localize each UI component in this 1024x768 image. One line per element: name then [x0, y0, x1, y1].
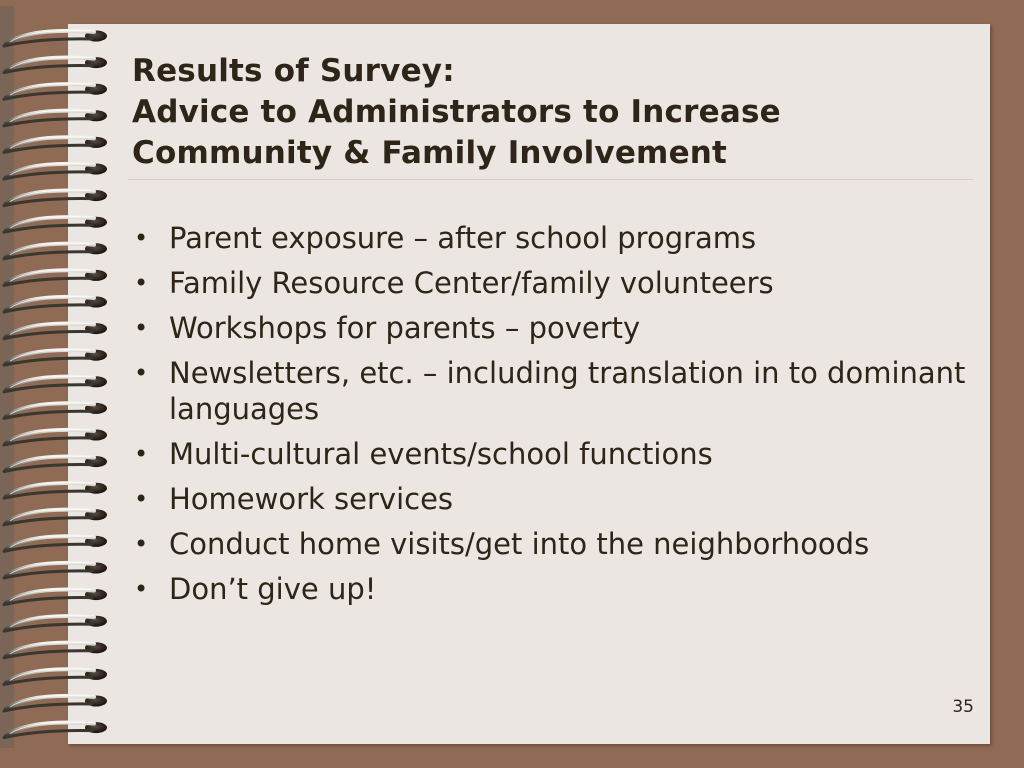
binding-coil [4, 376, 107, 392]
slide-title [132, 51, 952, 174]
binding-coil [4, 429, 107, 445]
bullet-item [132, 481, 977, 517]
bullet-icon: • [134, 224, 149, 252]
binding-coil [4, 456, 107, 472]
bullet-text: Homework services [169, 482, 454, 516]
binding-coil [4, 403, 107, 419]
bullet-text: Family Resource Center/family volunteers [169, 266, 774, 300]
page-number: 35 [952, 697, 974, 717]
binding-coil [4, 137, 107, 153]
bullet-item [132, 571, 977, 607]
bullet-icon: • [134, 575, 149, 603]
binding-coil [4, 722, 107, 738]
binding-coil [4, 562, 107, 578]
bullet-text: Parent exposure – after school programs [169, 221, 757, 255]
binding-coil [4, 669, 107, 685]
bullet-item [132, 220, 977, 256]
title-line: Community & Family Involvement [132, 135, 728, 171]
bullet-icon: • [134, 314, 149, 342]
bullet-icon: • [134, 359, 149, 387]
binding-coil [4, 30, 107, 46]
bullet-item [132, 526, 977, 562]
bullet-icon: • [134, 440, 149, 468]
binding-coil [4, 270, 107, 286]
spiral-binding-icon [0, 6, 135, 748]
binding-coil [4, 483, 107, 499]
binding-coil [4, 536, 107, 552]
binding-coil [4, 323, 107, 339]
binding-coil [4, 190, 107, 206]
binding-coil [4, 110, 107, 126]
bullet-item [132, 265, 977, 301]
bullet-icon: • [134, 530, 149, 558]
binding-coil [4, 589, 107, 605]
bullet-icon: • [134, 269, 149, 297]
binding-coil [4, 350, 107, 366]
bullet-text: Don’t give up! [169, 572, 377, 606]
title-line: Results of Survey: [132, 53, 455, 89]
title-line: Advice to Administrators to Increase [132, 94, 781, 130]
notebook-page [68, 24, 990, 744]
binding-coil [4, 243, 107, 259]
binding-coil [4, 57, 107, 73]
binding-coil [4, 616, 107, 632]
binding-coil [4, 296, 107, 312]
title-divider [128, 179, 973, 180]
bullet-text: Conduct home visits/get into the neighborhoods [169, 527, 870, 561]
bullet-item [132, 310, 977, 346]
binding-coil [4, 217, 107, 233]
bullet-text: Workshops for parents – poverty [169, 311, 641, 345]
bullet-item [132, 436, 977, 472]
binding-coil [4, 642, 107, 658]
binding-coil [4, 84, 107, 100]
bullet-text: Newsletters, etc. – including translation in to dominant languages [169, 356, 966, 426]
bullet-item [132, 355, 977, 427]
bullet-list [132, 220, 977, 616]
binding-coil [4, 163, 107, 179]
bullet-icon: • [134, 485, 149, 513]
binding-coil [4, 695, 107, 711]
bullet-text: Multi-cultural events/school functions [169, 437, 713, 471]
binding-coil [4, 509, 107, 525]
